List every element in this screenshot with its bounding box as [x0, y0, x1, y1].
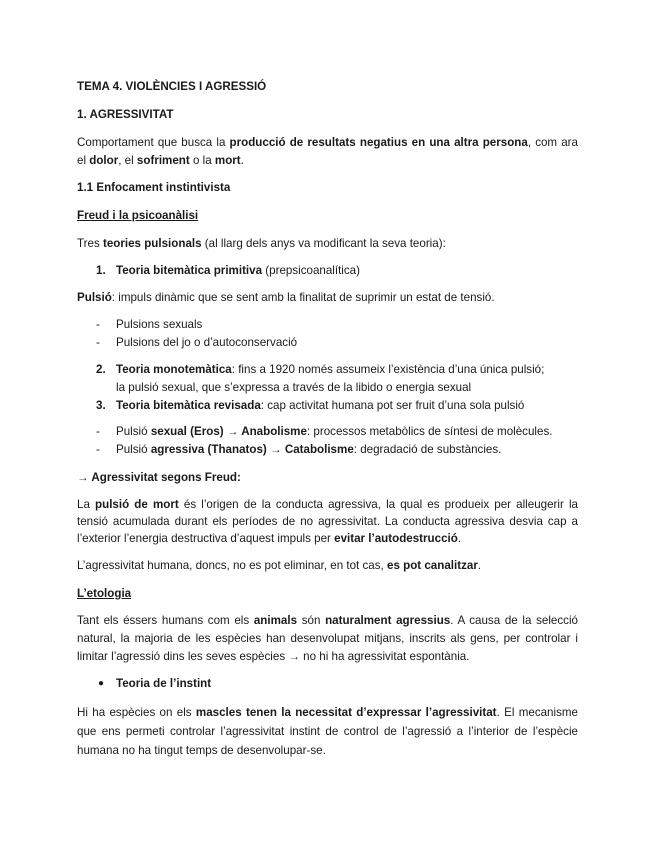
list-item: - Pulsió agressiva (Thanatos) → Catabolisme: degradació de substàncies. [77, 441, 578, 459]
dash-marker: - [96, 336, 100, 349]
dash-marker: - [96, 318, 100, 331]
list-item: - Pulsions sexuals [77, 316, 578, 334]
pulsio-definition: Pulsió: impuls dinàmic que se sent amb la finalitat de suprimir un estat de tensió. [77, 291, 495, 304]
definition-paragraph: Comportament que busca la producció de resultats negatius en una altra persona, com ara el dolor, el sofriment o la mort. [77, 136, 578, 167]
freud-agressivitat-heading: → Agressivitat segons Freud: [77, 471, 241, 484]
pulsio-mort-paragraph: La pulsió de mort és l’origen de la conducta agressiva, la qual es produeix per alleugerir la tensió acumulada durant els períodes de no agressivitat. La conducta agressiva desvia cap a l’exterior l’energia destructiva d’aquest impuls per evitar l’autodestrucció. [77, 498, 578, 545]
section-heading-agressivitat: 1. AGRESSIVITAT [77, 108, 174, 121]
etologia-heading: L’etologia [77, 587, 132, 600]
instint-bullet-item: ● Teoria de l’instint [77, 675, 578, 693]
dash-marker: - [96, 443, 100, 456]
tres-teories-paragraph: Tres teories pulsionals (al llarg dels anys va modificant la seva teoria): [77, 237, 446, 250]
agressivitat-humana-paragraph: L’agressivitat humana, doncs, no es pot eliminar, en tot cas, es pot canalitzar. [77, 559, 482, 572]
freud-heading: Freud i la psicoanàlisi [77, 209, 199, 222]
document-page [77, 78, 578, 760]
list-item: - Pulsió sexual (Eros) → Anabolisme: processos metabòlics de síntesi de molècules. [77, 423, 578, 441]
dash-marker: - [96, 425, 100, 438]
instint-paragraph: Hi ha espècies on els mascles tenen la necessitat d’expressar l’agressivitat. El mecanisme que ens permeti controlar l’agressivitat instint de control de l’agressió a l’interior de l’espècie humana no ha tingut temps de desenvolupar-se. [77, 706, 578, 757]
bullet-dot-icon: ● [98, 678, 105, 689]
etologia-paragraph: Tant els éssers humans com els animals són naturalment agressius. A causa de la selecció natural, la majoria de les espècies han desenvolupat mitjans, inscrits als gens, per controlar i limitar l’agressió dins les seves espècies → no hi ha agressivitat espontània. [77, 614, 578, 663]
theory-2-item: 2. Teoria monotemàtica: fins a 1920 només assumeix l’existència d’una única pulsió; la pulsió sexual, que s’expressa a través de la libido o energia sexual [96, 363, 545, 394]
theory-3-item: 3. Teoria bitemàtica revisada: cap activitat humana pot ser fruit d’una sola pulsió [96, 399, 525, 412]
list-item: - Pulsions del jo o d’autoconservació [77, 334, 578, 352]
theory-1-item: 1. Teoria bitemàtica primitiva (prepsicoanalítica) [96, 264, 360, 277]
document-title: TEMA 4. VIOLÈNCIES I AGRESSIÓ [77, 80, 267, 93]
subsection-heading-instintivista: 1.1 Enfocament instintivista [77, 181, 231, 194]
